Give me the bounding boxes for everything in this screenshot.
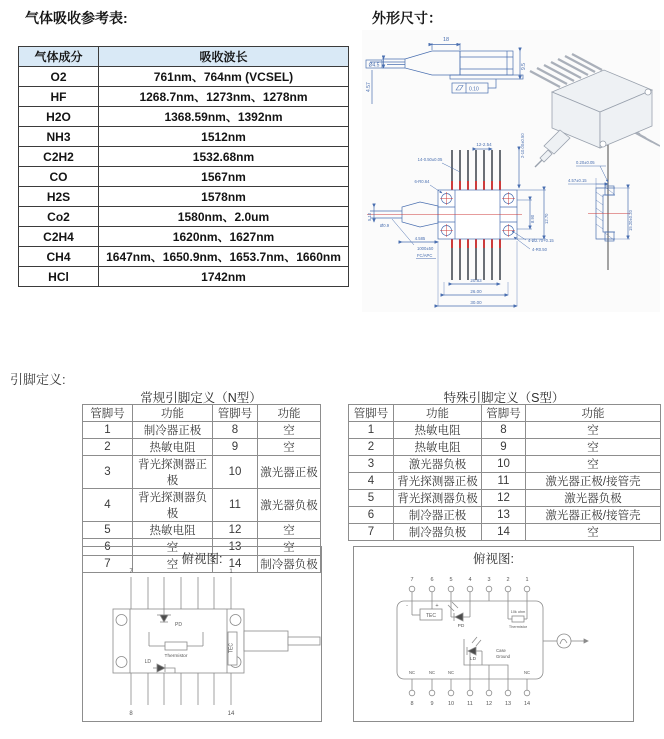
gas-cell: CH4 bbox=[19, 247, 99, 267]
gas-table-heading: 气体吸收参考表: bbox=[25, 10, 128, 26]
s-top-view-box bbox=[353, 546, 634, 722]
pin-number: 14 bbox=[523, 701, 531, 707]
dim-label: Ø4.5 bbox=[368, 62, 380, 69]
pin-no: 8 bbox=[482, 422, 526, 439]
dim-label: 8.90 bbox=[530, 214, 535, 223]
pin-func: 制冷器正极 bbox=[133, 422, 213, 439]
bottom-pin-stubs bbox=[409, 679, 530, 696]
pin-func: 激光器负极 bbox=[394, 456, 482, 473]
table-row bbox=[19, 207, 349, 227]
pin-number: 2 bbox=[506, 577, 510, 583]
pin-no: 12 bbox=[482, 490, 526, 507]
pin-func: 背光探测器负极 bbox=[133, 489, 213, 522]
pin-number: 8 bbox=[410, 701, 414, 707]
table-row bbox=[83, 489, 321, 522]
dim-label: 4.57 bbox=[366, 82, 372, 92]
table-header-row bbox=[83, 405, 321, 422]
s-pin-table bbox=[348, 404, 661, 541]
pin-func: 空 bbox=[526, 456, 661, 473]
pd-label: PD bbox=[457, 624, 465, 629]
table-row bbox=[83, 456, 321, 489]
gas-cell: H2O bbox=[19, 107, 99, 127]
wavelength-cell: 1268.7nm、1273nm、1278nm bbox=[99, 87, 349, 107]
pin-number: 4 bbox=[468, 577, 472, 583]
pin-number: 14 bbox=[227, 711, 235, 717]
table-row bbox=[19, 127, 349, 147]
gas-cell: O2 bbox=[19, 67, 99, 87]
pin-no: 9 bbox=[482, 439, 526, 456]
pin-func: 空 bbox=[526, 422, 661, 439]
pin-func: 背光探测器正极 bbox=[394, 473, 482, 490]
tec-label: TEC bbox=[426, 613, 436, 619]
gas-absorption-table bbox=[18, 46, 349, 287]
dim-label: 0.20±0.05 bbox=[576, 160, 595, 165]
nc-label: NC bbox=[428, 670, 436, 675]
pin-func: 空 bbox=[258, 539, 321, 556]
pin-section-heading: 引脚定义: bbox=[10, 372, 66, 387]
pin-no: 6 bbox=[349, 507, 394, 524]
wavelength-cell: 1580nm、2.0um bbox=[99, 207, 349, 227]
pin-no: 11 bbox=[482, 473, 526, 490]
wavelength-col-header: 吸收波长 bbox=[99, 47, 349, 67]
pin-no: 10 bbox=[482, 456, 526, 473]
pin-number: 5 bbox=[449, 577, 453, 583]
pin-no: 14 bbox=[213, 556, 258, 573]
pin-func: 空 bbox=[258, 522, 321, 539]
pin-func: 空 bbox=[526, 439, 661, 456]
table-row bbox=[83, 422, 321, 439]
pin-func: 热敏电阻 bbox=[133, 522, 213, 539]
table-row bbox=[19, 187, 349, 207]
s-table-title: 特殊引脚定义（S型） bbox=[443, 391, 565, 405]
dim-label: 18 bbox=[442, 37, 450, 43]
gas-cell: H2S bbox=[19, 187, 99, 207]
gas-cell: C2H2 bbox=[19, 147, 99, 167]
nc-label: NC bbox=[523, 670, 531, 675]
col-header: 功能 bbox=[133, 405, 213, 422]
pin-func: 空 bbox=[258, 439, 321, 456]
gas-cell: Co2 bbox=[19, 207, 99, 227]
table-row bbox=[19, 87, 349, 107]
thermistor-value: 10k ohm bbox=[510, 610, 526, 614]
pin-func: 激光器正极/接管壳 bbox=[526, 507, 661, 524]
pin-func: 激光器负极 bbox=[526, 490, 661, 507]
tec-label: TEC bbox=[228, 643, 235, 653]
pin-no: 7 bbox=[349, 524, 394, 541]
dim-label: 4.585 bbox=[414, 236, 426, 241]
col-header: 功能 bbox=[526, 405, 661, 422]
pin-func: 空 bbox=[133, 539, 213, 556]
pin-number: 13 bbox=[504, 701, 512, 707]
iso-view-drawing bbox=[530, 54, 660, 167]
pin-no: 13 bbox=[213, 539, 258, 556]
pin-func: 背光探测器正极 bbox=[133, 456, 213, 489]
pin-number: 11 bbox=[467, 701, 473, 707]
col-header: 管脚号 bbox=[349, 405, 394, 422]
table-header-row bbox=[349, 405, 661, 422]
thermistor-label: Thermistor bbox=[164, 654, 188, 659]
side-view-drawing bbox=[366, 37, 527, 104]
fiber-output-icon bbox=[543, 634, 588, 648]
table-row bbox=[349, 473, 661, 490]
dim-label: 9.5 bbox=[521, 63, 527, 70]
wavelength-cell: 1368.59nm、1392nm bbox=[99, 107, 349, 127]
dim-label: Ø0.9 bbox=[380, 223, 390, 228]
col-header: 管脚号 bbox=[482, 405, 526, 422]
pin-func: 制冷器负极 bbox=[394, 524, 482, 541]
pin-func: 空 bbox=[258, 422, 321, 439]
pin-func: 制冷器负极 bbox=[258, 556, 321, 573]
n-table-title: 常规引脚定义（N型） bbox=[140, 391, 262, 405]
table-row bbox=[83, 439, 321, 456]
pin-func: 激光器负极 bbox=[258, 489, 321, 522]
gas-cell: C2H4 bbox=[19, 227, 99, 247]
pin-func: 热敏电阻 bbox=[394, 422, 482, 439]
n-top-view-label: 俯视图: bbox=[181, 552, 223, 566]
table-row bbox=[19, 107, 349, 127]
pin-no: 3 bbox=[349, 456, 394, 473]
pin-no: 2 bbox=[83, 439, 133, 456]
pin-number: 1 bbox=[525, 577, 529, 583]
table-row bbox=[349, 422, 661, 439]
pin-number: 6 bbox=[430, 577, 434, 583]
wavelength-cell: 1567nm bbox=[99, 167, 349, 187]
s-top-view-diagram bbox=[354, 547, 633, 721]
wavelength-cell: 1647nm、1650.9nm、1653.7nm、1660nm bbox=[99, 247, 349, 267]
case-ground-label: Case bbox=[496, 648, 506, 653]
n-top-view-box bbox=[82, 546, 322, 722]
dim-label: 12-2.54 bbox=[476, 142, 492, 147]
table-row bbox=[349, 524, 661, 541]
table-row bbox=[349, 507, 661, 524]
pin-no: 5 bbox=[83, 522, 133, 539]
pin-no: 1 bbox=[83, 422, 133, 439]
dim-label: 15.20±0.20 bbox=[628, 210, 633, 231]
col-header: 管脚号 bbox=[83, 405, 133, 422]
nc-label: NC bbox=[447, 670, 455, 675]
top-pin-stubs bbox=[409, 586, 530, 601]
outline-heading: 外形尺寸： bbox=[372, 10, 442, 26]
pin-func: 激光器正极 bbox=[258, 456, 321, 489]
table-row bbox=[19, 247, 349, 267]
table-row bbox=[19, 167, 349, 187]
pin-func: 背光探测器负极 bbox=[394, 490, 482, 507]
pin-no: 10 bbox=[213, 456, 258, 489]
pin-func: 热敏电阻 bbox=[133, 439, 213, 456]
pin-no: 9 bbox=[213, 439, 258, 456]
pin-number: 12 bbox=[485, 701, 493, 707]
dim-label: 30.00 bbox=[470, 300, 482, 305]
table-row bbox=[19, 227, 349, 247]
pin-number: 3 bbox=[487, 577, 491, 583]
pin-no: 4 bbox=[349, 473, 394, 490]
dim-label: 4.57±0.15 bbox=[568, 178, 587, 183]
dim-label: 1000±50 bbox=[417, 246, 434, 251]
case-ground-label: Ground bbox=[496, 654, 510, 659]
wavelength-cell: 761nm、764nm (VCSEL) bbox=[99, 67, 349, 87]
table-row bbox=[83, 522, 321, 539]
gas-cell: CO bbox=[19, 167, 99, 187]
pin-no: 5 bbox=[349, 490, 394, 507]
n-top-view-diagram bbox=[83, 547, 321, 721]
table-row bbox=[19, 67, 349, 87]
dim-label: 12.70 bbox=[544, 213, 549, 224]
pin-number: 1 bbox=[229, 569, 233, 575]
nc-label: NC bbox=[408, 670, 416, 675]
tec-minus: - bbox=[406, 603, 408, 609]
top-view-drawing bbox=[367, 133, 554, 306]
thermistor-label: Thermistor bbox=[508, 625, 528, 629]
end-view-drawing bbox=[568, 145, 633, 270]
pin-number: 9 bbox=[430, 701, 434, 707]
wavelength-cell: 1512nm bbox=[99, 127, 349, 147]
gas-cell: HCl bbox=[19, 267, 99, 287]
col-header: 功能 bbox=[258, 405, 321, 422]
wavelength-cell: 1532.68nm bbox=[99, 147, 349, 167]
table-row bbox=[19, 267, 349, 287]
dim-label: 4-Ø2.70+0.15 bbox=[528, 238, 554, 243]
tec-plus: + bbox=[435, 603, 439, 609]
dim-label: 2-10.00±0.50 bbox=[520, 133, 525, 158]
pin-no: 2 bbox=[349, 439, 394, 456]
wavelength-cell: 1578nm bbox=[99, 187, 349, 207]
ld-label: LD bbox=[144, 659, 151, 665]
pin-no: 14 bbox=[482, 524, 526, 541]
wavelength-cell: 1742nm bbox=[99, 267, 349, 287]
pin-number: 8 bbox=[129, 711, 133, 717]
pin-no: 3 bbox=[83, 456, 133, 489]
pin-number: 7 bbox=[129, 569, 133, 575]
table-row bbox=[19, 147, 349, 167]
col-header: 功能 bbox=[394, 405, 482, 422]
pin-number: 7 bbox=[410, 577, 414, 583]
gas-cell: NH3 bbox=[19, 127, 99, 147]
dim-label: 5.10 bbox=[367, 212, 372, 221]
pin-no: 13 bbox=[482, 507, 526, 524]
pin-func: 制冷器正极 bbox=[394, 507, 482, 524]
pin-no: 4 bbox=[83, 489, 133, 522]
pin-no: 11 bbox=[213, 489, 258, 522]
table-row bbox=[349, 490, 661, 507]
gas-col-header: 气体成分 bbox=[19, 47, 99, 67]
pin-func: 空 bbox=[526, 524, 661, 541]
pin-func: 空 bbox=[133, 556, 213, 573]
pin-func: 热敏电阻 bbox=[394, 439, 482, 456]
dim-label: 26.00 bbox=[470, 289, 482, 294]
fiber-pigtail bbox=[244, 631, 320, 651]
pin-no: 8 bbox=[213, 422, 258, 439]
gas-table-header-row bbox=[19, 47, 349, 67]
wavelength-cell: 1620nm、1627nm bbox=[99, 227, 349, 247]
pin-no: 12 bbox=[213, 522, 258, 539]
col-header: 管脚号 bbox=[213, 405, 258, 422]
table-row bbox=[349, 456, 661, 473]
outline-drawing bbox=[362, 30, 660, 312]
dim-label: FC/APC bbox=[417, 253, 433, 258]
gas-cell: HF bbox=[19, 87, 99, 107]
outline-drawing-panel bbox=[362, 30, 660, 312]
pin-func: 激光器正极/接管壳 bbox=[526, 473, 661, 490]
pin-no: 1 bbox=[349, 422, 394, 439]
pin-number: 10 bbox=[447, 701, 455, 707]
pin-no: 7 bbox=[83, 556, 133, 573]
dim-label: 6-R0.64 bbox=[414, 179, 430, 184]
table-row bbox=[349, 439, 661, 456]
ld-label: LD bbox=[469, 657, 477, 662]
dim-label: 14-0.50±0.05 bbox=[417, 157, 443, 162]
pin-no: 6 bbox=[83, 539, 133, 556]
dim-label: 20.83 bbox=[470, 278, 482, 283]
dim-label: 0.10 bbox=[469, 86, 479, 93]
pd-label: PD bbox=[175, 622, 182, 628]
dim-label: 4-R0.50 bbox=[532, 247, 547, 252]
s-top-view-label: 俯视图: bbox=[473, 552, 514, 566]
